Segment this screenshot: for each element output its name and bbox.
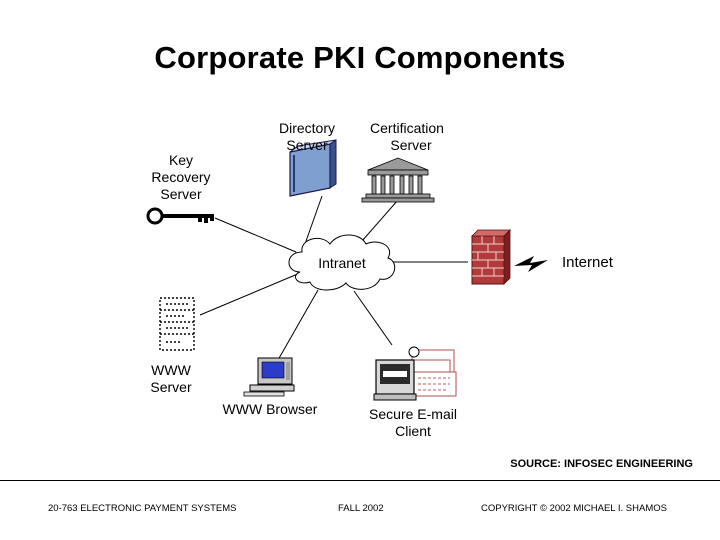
secure-email-label-line2: Client	[395, 423, 431, 439]
secure-email-client-label	[356, 406, 470, 440]
computer-icon	[244, 358, 294, 396]
lightning-icon	[514, 256, 548, 272]
certification-server-label	[352, 120, 462, 154]
www-server-label	[136, 362, 206, 396]
firewall-icon	[472, 230, 510, 284]
source-credit: SOURCE: INFOSEC ENGINEERING	[510, 458, 693, 470]
link-key-recovery	[215, 218, 296, 252]
key-recovery-label-line2: Recovery	[151, 169, 211, 185]
building-icon	[362, 158, 434, 202]
www-server-label-line2: Server	[150, 379, 192, 395]
key-recovery-label-line3: Server	[160, 186, 202, 202]
server-rack-icon	[160, 298, 194, 350]
link-certification	[362, 200, 398, 241]
footer-copyright: COPYRIGHT © 2002 MICHAEL I. SHAMOS	[481, 503, 667, 514]
footer-course: 20-763 ELECTRONIC PAYMENT SYSTEMS	[48, 503, 237, 514]
link-www-browser	[278, 290, 318, 360]
directory-label-line1: Directory	[278, 120, 335, 136]
hub-label-intranet: Intranet	[318, 255, 366, 271]
key-recovery-label-line1: Key	[168, 152, 194, 168]
certification-label-line1: Certification	[370, 120, 444, 136]
certification-label-line2: Server	[390, 137, 432, 153]
key-icon	[148, 209, 214, 223]
link-secure-email	[354, 291, 392, 345]
mail-icon	[374, 347, 456, 400]
link-directory	[305, 196, 322, 244]
key-recovery-server-label	[136, 152, 226, 203]
slide-title: Corporate PKI Components	[154, 40, 566, 75]
footer-term: FALL 2002	[338, 503, 384, 514]
link-www-server	[200, 273, 300, 315]
directory-label-line2: Server	[286, 137, 328, 153]
footer-divider	[0, 480, 720, 481]
www-browser-label: WWW Browser	[222, 401, 318, 417]
secure-email-label-line1: Secure E-mail	[369, 406, 457, 422]
directory-server-label	[262, 120, 352, 154]
www-server-label-line1: WWW	[151, 362, 191, 378]
internet-label: Internet	[562, 254, 613, 271]
